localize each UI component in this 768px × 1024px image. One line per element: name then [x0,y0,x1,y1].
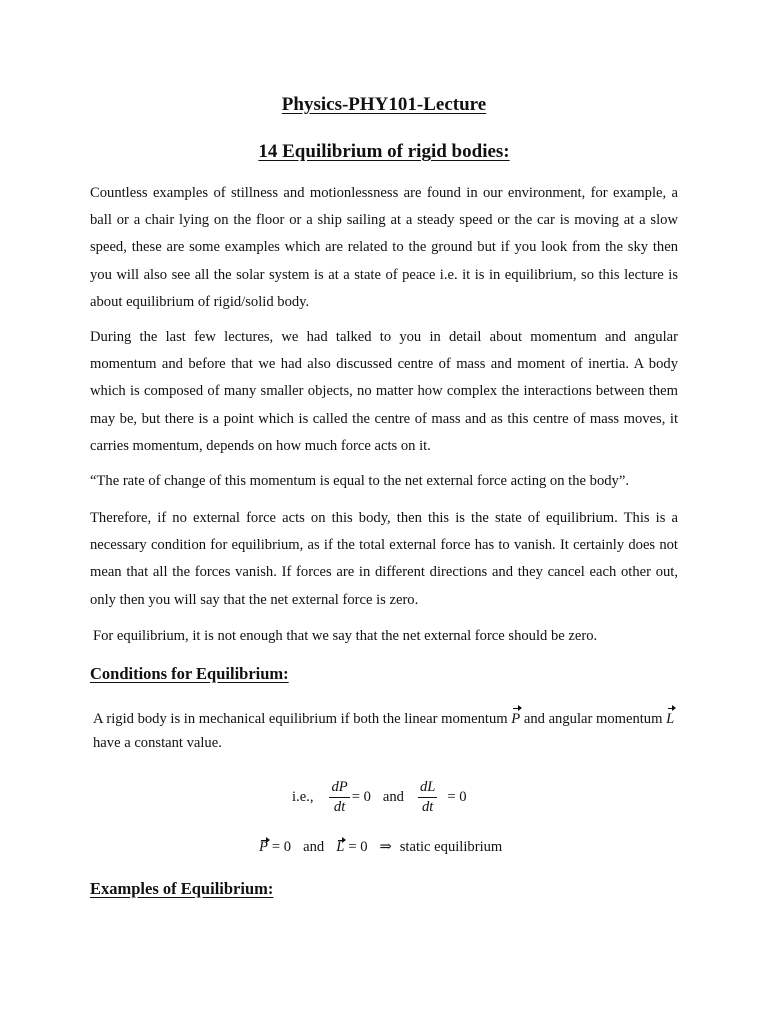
heading-conditions: Conditions for Equilibrium: [90,664,289,683]
equals-zero: = 0 [348,838,368,855]
fraction-denominator: dt [422,798,434,815]
fraction-numerator: dP [329,779,349,798]
paragraph-momentum: During the last few lectures, we had talked to you in detail about momentum and angular momentum and before that we had also discussed centre of mass and moment of inertia. A body which is composed of many smaller objects, no matter how complex the interactions between them may be, but there is a point which is called the centre of mass and as this centre of mass moves, it carries momentum, depends on how much force acts on it. [90,329,678,454]
document-title: Physics-PHY101-Lecture [281,94,487,115]
heading-examples: Examples of Equilibrium: [90,879,274,898]
conditions-text-b: and angular momentum [520,711,667,727]
vector-p-symbol: P [259,838,268,855]
lecture-title: 14 Equilibrium of rigid bodies: [258,141,510,162]
ie-label: i.e., [292,788,314,805]
vector-l-symbol: L [336,838,345,855]
equals-zero: = 0 [271,838,292,855]
paragraph-conditions [93,707,693,755]
equation-static-equilibrium [259,836,502,858]
implies-arrow-icon: ⇒ [379,839,392,855]
and-label: and [303,838,325,855]
paragraph-intro: Countless examples of stillness and motionlessness are found in our environment, for example, a ball or a chair lying on the floor or a ship sailing at a steady speed or the car is moving at a slow speed, these are some examples which are related to the ground but if you look from the sky then you will also see all the solar system is at a state of peace i.e. it is in equilibrium, so this lecture is about equilibrium of rigid/solid body. [90,185,678,310]
conditions-text-a: A rigid body is in mechanical equilibrium if both the linear momentum [93,711,512,727]
paragraph-quote: “The rate of change of this momentum is equal to the net external force acting on the body”. [90,473,629,489]
fraction-numerator: dL [418,779,437,798]
equals-zero: = 0 [447,788,467,805]
vector-p-symbol: P [511,707,520,731]
vector-l-symbol: L [666,707,674,731]
and-label: and [382,788,404,805]
fraction-dl-dt [418,779,437,816]
conditions-text-c: have a constant value. [93,735,222,751]
static-equilibrium-label: static equilibrium [399,838,503,855]
fraction-denominator: dt [333,798,346,815]
paragraph-external-force: Therefore, if no external force acts on this body, then this is the state of equilibrium. This is a necessary condition for equilibrium, as if the total external force has to vanish. It certainly does not mean that all the forces vanish. If forces are in different directions and they cancel each other out, only then you will say that the net external force is zero. [90,510,678,608]
fraction-dp-dt [329,779,349,816]
equation-derivatives [292,772,467,822]
paragraph-not-enough: For equilibrium, it is not enough that we say that the net external force should be zero. [93,628,598,644]
equals-zero: = 0 [351,788,371,805]
